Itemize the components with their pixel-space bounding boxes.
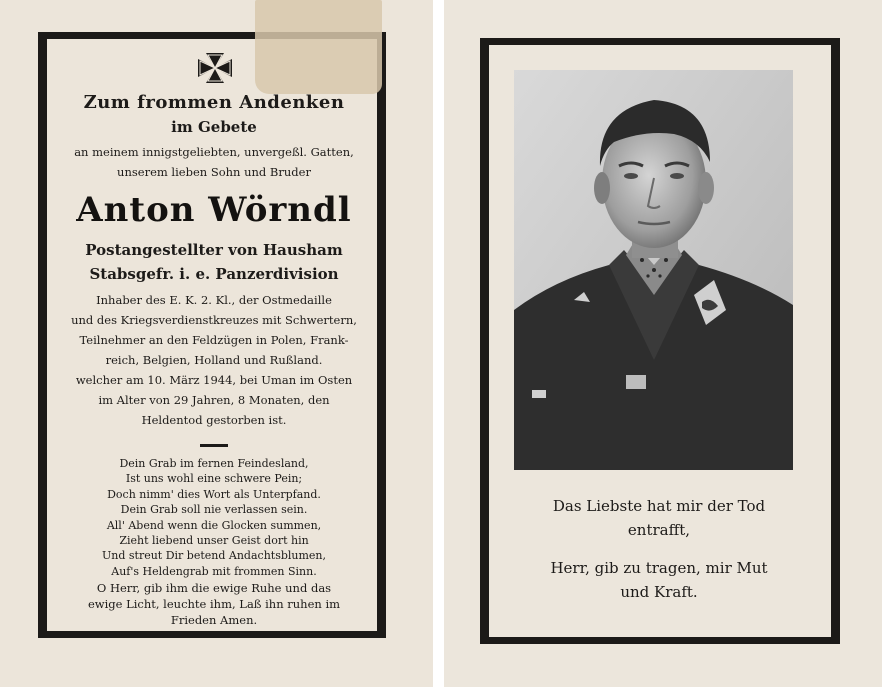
occupation-line: Postangestellter von Hausham xyxy=(85,241,343,259)
death-text xyxy=(50,370,378,430)
poem-line: Doch nimm' dies Wort als Unterpfand. xyxy=(107,487,321,501)
verse-line: Das Liebste hat mir der Tod xyxy=(552,497,766,515)
dedication-line: unserem lieben Sohn und Bruder xyxy=(117,165,311,179)
occupation-line: Stabsgefr. i. e. Panzerdivision xyxy=(89,265,339,283)
poem-line: Dein Grab soll nie verlassen sein. xyxy=(120,503,308,517)
tape-stain xyxy=(255,0,382,94)
death-line: welcher am 10. März 1944, bei Uman im Osten xyxy=(75,373,353,387)
prayer-line: Frieden Amen. xyxy=(170,613,258,627)
honors-text xyxy=(50,290,378,370)
dedication-line: an meinem innigstgeliebten, unvergeßl. Gatten, xyxy=(74,145,354,159)
iron-cross-icon xyxy=(197,52,233,84)
verse-one xyxy=(514,494,804,542)
verse-line: und Kraft. xyxy=(620,583,698,601)
death-line: im Alter von 29 Jahren, 8 Monaten, den xyxy=(98,393,330,407)
death-line: Heldentod gestorben ist. xyxy=(141,413,287,427)
honors-line: Teilnehmer an den Feldzügen in Polen, Frank- xyxy=(79,333,349,347)
prayer-text xyxy=(50,580,378,628)
verse-two xyxy=(514,556,804,604)
card-subtitle: im Gebete xyxy=(171,118,257,136)
dedication-text xyxy=(50,142,378,182)
poem-line: Zieht liebend unser Geist dort hin xyxy=(119,534,309,548)
occupation-text xyxy=(50,238,378,286)
poem-line: All' Abend wenn die Glocken summen, xyxy=(106,518,322,532)
verse-line: Herr, gib zu tragen, mir Mut xyxy=(550,559,768,577)
verse-line: entrafft, xyxy=(627,521,691,539)
prayer-line: ewige Licht, leuchte ihm, Laß ihn ruhen im xyxy=(87,597,341,611)
memorial-card-text-side xyxy=(0,0,433,687)
portrait-photo xyxy=(514,70,793,470)
card-title: Zum frommen Andenken xyxy=(83,92,345,113)
separator-line xyxy=(200,444,228,447)
soldier-portrait-image xyxy=(514,70,793,470)
honors-line: reich, Belgien, Holland und Rußland. xyxy=(105,353,323,367)
poem-line: Ist uns wohl eine schwere Pein; xyxy=(125,472,303,486)
deceased-name: Anton Wörndl xyxy=(76,190,352,230)
poem-line: Auf's Heldengrab mit frommen Sinn. xyxy=(111,564,317,578)
poem-line: Und streut Dir betend Andachtsblumen, xyxy=(101,549,327,563)
poem-line: Dein Grab im fernen Feindesland, xyxy=(119,457,309,470)
memorial-poem xyxy=(50,456,378,579)
memorial-card-photo-side xyxy=(444,0,882,687)
honors-line: und des Kriegsverdienstkreuzes mit Schwertern, xyxy=(71,313,357,327)
honors-line: Inhaber des E. K. 2. Kl., der Ostmedaille xyxy=(96,293,332,307)
prayer-line: O Herr, gib ihm die ewige Ruhe und das xyxy=(96,581,332,595)
